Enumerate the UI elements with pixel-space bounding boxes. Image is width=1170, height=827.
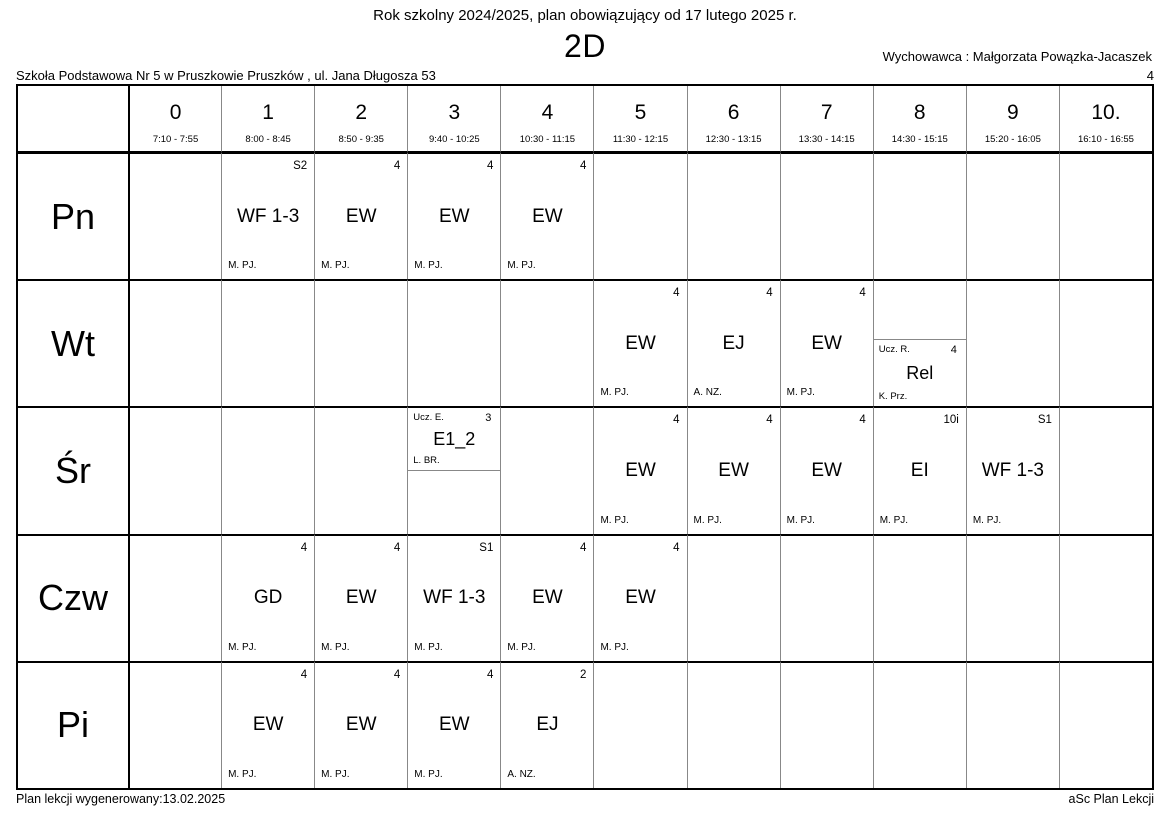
period-header-1 xyxy=(221,86,314,152)
empty-cell-pn-8 xyxy=(873,152,966,279)
lesson-teacher: M. PJ. xyxy=(228,641,257,653)
empty-cell-wt-9 xyxy=(966,279,1059,406)
lesson-cell-pi-1 xyxy=(221,661,314,788)
page-number: 4 xyxy=(1146,68,1154,83)
empty-cell-pn-5 xyxy=(593,152,686,279)
lesson-cell-czw-4 xyxy=(500,534,593,661)
empty-cell-pi-8 xyxy=(873,661,966,788)
day-label-sr: Śr xyxy=(18,406,128,533)
period-header-4 xyxy=(500,86,593,152)
lesson-box-sr-3 xyxy=(408,408,500,471)
lesson-room: 4 xyxy=(300,668,308,681)
lesson-teacher: M. PJ. xyxy=(228,260,257,272)
lesson-subject: EW xyxy=(439,714,470,736)
lesson-box-wt-8 xyxy=(874,339,966,407)
empty-cell-pn-6 xyxy=(687,152,780,279)
lesson-room: 4 xyxy=(393,668,401,681)
empty-cell-pn-10 xyxy=(1059,152,1152,279)
lesson-subject: Rel xyxy=(906,362,934,383)
empty-cell-czw-10 xyxy=(1059,534,1152,661)
page-header xyxy=(16,0,1154,84)
lesson-cell-pi-3 xyxy=(407,661,500,788)
lesson-room: 4 xyxy=(580,160,587,172)
lesson-room: 3 xyxy=(485,412,492,425)
lesson-cell-czw-5 xyxy=(593,534,686,661)
lesson-cell-wt-7 xyxy=(780,279,873,406)
lesson-room: S1 xyxy=(1037,414,1052,427)
school-name: Szkoła Podstawowa Nr 5 w Pruszkowie Pruszków , ul. Jana Długosza 53 xyxy=(16,68,436,83)
lesson-subject: WF 1-3 xyxy=(423,587,486,609)
lesson-teacher: A. NZ. xyxy=(693,387,722,399)
empty-cell-czw-6 xyxy=(687,534,780,661)
lesson-teacher: M. PJ. xyxy=(507,260,536,272)
period-time: 7:10 - 7:55 xyxy=(152,134,199,145)
period-header-5 xyxy=(593,86,686,152)
lesson-subject: EW xyxy=(811,332,842,354)
period-time: 8:00 - 8:45 xyxy=(245,134,291,145)
lesson-cell-pi-4 xyxy=(500,661,593,788)
lesson-subject: EW xyxy=(625,587,656,609)
lesson-room: 4 xyxy=(673,414,680,427)
period-header-2 xyxy=(314,86,407,152)
empty-cell-wt-4 xyxy=(500,279,593,406)
period-number: 9 xyxy=(1007,101,1019,124)
empty-cell-czw-0 xyxy=(128,534,221,661)
period-header-6 xyxy=(687,86,780,152)
lesson-cell-sr-5 xyxy=(593,406,686,533)
lesson-cell-czw-1 xyxy=(221,534,314,661)
empty-cell-pi-5 xyxy=(593,661,686,788)
lesson-room: 4 xyxy=(486,160,494,172)
lesson-subject: EW xyxy=(345,205,377,227)
lesson-subject: WF 1-3 xyxy=(236,205,300,227)
empty-cell-pi-6 xyxy=(687,661,780,788)
lesson-room: 4 xyxy=(673,541,680,554)
lesson-cell-pi-2 xyxy=(314,661,407,788)
lesson-cell-sr-8 xyxy=(873,406,966,533)
period-time: 15:20 - 16:05 xyxy=(984,134,1041,145)
empty-cell-sr-2 xyxy=(314,406,407,533)
lesson-room: 4 xyxy=(393,160,401,172)
plan-title: Rok szkolny 2024/2025, plan obowiązujący od 17 lutego 2025 r. xyxy=(373,7,797,24)
empty-cell-wt-10 xyxy=(1059,279,1152,406)
lesson-subject: E1_2 xyxy=(433,428,476,449)
period-number: 6 xyxy=(727,101,740,124)
lesson-room: 2 xyxy=(580,668,587,681)
lesson-cell-pn-2 xyxy=(314,152,407,279)
lesson-cell-wt-5 xyxy=(593,279,686,406)
lesson-teacher: M. PJ. xyxy=(228,768,257,780)
lesson-teacher: K. Prz. xyxy=(878,391,908,403)
lesson-subject: EI xyxy=(910,459,929,481)
period-time: 16:10 - 16:55 xyxy=(1077,134,1134,145)
lesson-teacher: L. BR. xyxy=(413,454,440,466)
lesson-teacher: M. PJ. xyxy=(786,387,815,399)
empty-cell-pi-9 xyxy=(966,661,1059,788)
lesson-cell-wt-6 xyxy=(687,279,780,406)
empty-cell-czw-7 xyxy=(780,534,873,661)
lesson-room: 4 xyxy=(486,668,494,681)
lesson-room: 4 xyxy=(300,541,308,554)
lesson-teacher: M. PJ. xyxy=(693,514,722,526)
lesson-room: 4 xyxy=(393,541,401,554)
empty-cell-pn-0 xyxy=(128,152,221,279)
period-time: 13:30 - 14:15 xyxy=(798,134,855,145)
period-number: 3 xyxy=(448,101,461,124)
lesson-subject: EW xyxy=(625,332,656,354)
lesson-teacher: M. PJ. xyxy=(321,768,350,780)
lesson-subject: EW xyxy=(532,205,563,227)
lesson-teacher: M. PJ. xyxy=(414,768,443,780)
lesson-cell-wt-8 xyxy=(873,279,966,406)
empty-cell-sr-1 xyxy=(221,406,314,533)
lesson-teacher: M. PJ. xyxy=(414,641,443,653)
period-time: 14:30 - 15:15 xyxy=(891,134,948,145)
period-number: 10. xyxy=(1091,101,1121,124)
lesson-cell-sr-7 xyxy=(780,406,873,533)
lesson-subject: EW xyxy=(532,587,563,609)
lesson-room: 4 xyxy=(766,414,773,427)
lesson-room: S1 xyxy=(479,541,494,554)
empty-cell-pi-10 xyxy=(1059,661,1152,788)
period-time: 9:40 - 10:25 xyxy=(428,134,480,145)
lesson-cell-czw-2 xyxy=(314,534,407,661)
lesson-subject: GD xyxy=(253,587,283,609)
lesson-group: Ucz. R. xyxy=(878,343,910,355)
lesson-subject: EW xyxy=(718,459,749,481)
lesson-teacher: M. PJ. xyxy=(600,641,629,653)
lesson-room: 4 xyxy=(950,343,957,356)
period-number: 0 xyxy=(169,101,182,124)
period-header-10 xyxy=(1059,86,1152,152)
day-label-wt: Wt xyxy=(18,279,128,406)
empty-cell-sr-4 xyxy=(500,406,593,533)
lesson-teacher: A. NZ. xyxy=(507,768,536,780)
day-label-czw: Czw xyxy=(18,534,128,661)
lesson-teacher: M. PJ. xyxy=(321,641,350,653)
school-row xyxy=(16,68,1154,83)
lesson-subject: EW xyxy=(439,205,470,227)
lesson-subject: EJ xyxy=(536,714,559,736)
generated-date: Plan lekcji wygenerowany:13.02.2025 xyxy=(16,792,226,806)
lesson-subject: EW xyxy=(252,714,284,736)
tutor-name: Wychowawca : Małgorzata Powązka-Jacaszek xyxy=(882,49,1152,64)
lesson-room: 4 xyxy=(580,541,587,554)
period-header-3 xyxy=(407,86,500,152)
period-time: 8:50 - 9:35 xyxy=(338,134,384,145)
lesson-room: 4 xyxy=(673,287,680,300)
day-label-pi: Pi xyxy=(18,661,128,788)
empty-cell-wt-2 xyxy=(314,279,407,406)
page-footer xyxy=(16,790,1154,806)
empty-cell-pi-0 xyxy=(128,661,221,788)
lesson-room: S2 xyxy=(293,160,308,172)
lesson-subject: EW xyxy=(625,459,656,481)
lesson-room: 4 xyxy=(859,414,866,427)
period-header-8 xyxy=(873,86,966,152)
lesson-room: 4 xyxy=(766,287,773,300)
lesson-cell-czw-3 xyxy=(407,534,500,661)
period-header-7 xyxy=(780,86,873,152)
period-time: 11:30 - 12:15 xyxy=(612,134,669,145)
lesson-subject: EW xyxy=(345,587,377,609)
app-name: aSc Plan Lekcji xyxy=(1068,792,1154,806)
lesson-teacher: M. PJ. xyxy=(321,260,350,272)
period-number: 7 xyxy=(820,101,833,124)
empty-cell-pn-9 xyxy=(966,152,1059,279)
lesson-teacher: M. PJ. xyxy=(600,387,629,399)
lesson-cell-pn-1 xyxy=(221,152,314,279)
period-number: 5 xyxy=(634,101,647,124)
lesson-subject: EJ xyxy=(722,332,745,354)
class-name: 2D xyxy=(564,28,606,64)
period-time: 12:30 - 13:15 xyxy=(705,134,762,145)
lesson-teacher: M. PJ. xyxy=(972,514,1002,526)
lesson-subject: WF 1-3 xyxy=(981,459,1044,481)
lesson-group: Ucz. E. xyxy=(413,412,444,424)
timetable-grid xyxy=(16,84,1154,790)
lesson-subject: EW xyxy=(345,714,377,736)
empty-cell-wt-1 xyxy=(221,279,314,406)
corner-cell xyxy=(18,86,128,152)
lesson-teacher: M. PJ. xyxy=(600,514,629,526)
period-time: 10:30 - 11:15 xyxy=(519,134,576,145)
period-number: 2 xyxy=(355,101,368,124)
empty-cell-sr-0 xyxy=(128,406,221,533)
lesson-teacher: M. PJ. xyxy=(786,514,815,526)
period-number: 1 xyxy=(262,101,274,124)
lesson-room: 10i xyxy=(943,414,959,427)
empty-cell-pn-7 xyxy=(780,152,873,279)
empty-cell-czw-9 xyxy=(966,534,1059,661)
day-label-pn: Pn xyxy=(18,152,128,279)
lesson-cell-pn-3 xyxy=(407,152,500,279)
period-number: 4 xyxy=(541,101,554,124)
period-header-9 xyxy=(966,86,1059,152)
lesson-cell-sr-3 xyxy=(407,406,500,533)
lesson-room: 4 xyxy=(859,287,866,300)
lesson-cell-sr-6 xyxy=(687,406,780,533)
lesson-teacher: M. PJ. xyxy=(507,641,536,653)
period-number: 8 xyxy=(913,101,926,124)
empty-cell-wt-3 xyxy=(407,279,500,406)
empty-cell-sr-10 xyxy=(1059,406,1152,533)
lesson-cell-sr-9 xyxy=(966,406,1059,533)
empty-cell-wt-0 xyxy=(128,279,221,406)
lesson-teacher: M. PJ. xyxy=(414,260,443,272)
empty-cell-pi-7 xyxy=(780,661,873,788)
lesson-subject: EW xyxy=(811,459,842,481)
period-header-0 xyxy=(128,86,221,152)
lesson-cell-pn-4 xyxy=(500,152,593,279)
lesson-teacher: M. PJ. xyxy=(879,514,909,526)
empty-cell-czw-8 xyxy=(873,534,966,661)
